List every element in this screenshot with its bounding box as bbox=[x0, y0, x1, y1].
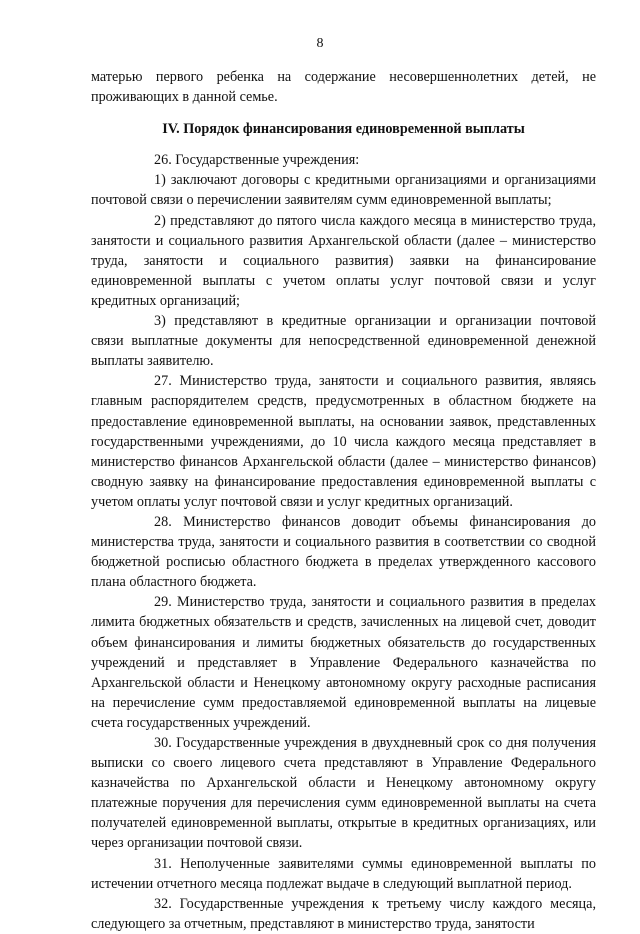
paragraph-28: 28. Министерство финансов доводит объемы финансирования до министерства труда, занятости и социального развития в соответствии со сводной бюджетной росписью областного бюджета в пределах утвержденного кассового плана областного бюджета. bbox=[91, 513, 596, 591]
paragraph-26: 26. Государственные учреждения: bbox=[154, 152, 360, 169]
paragraph-32: 32. Государственные учреждения к третьему числу каждого месяца, следующего за отчетным, представляют в министерство труда, занятости bbox=[91, 895, 596, 932]
page-number: 8 bbox=[316, 36, 324, 51]
paragraph-26-item-3: 3) представляют в кредитные организации и организации почтовой связи выплатные документы для непосредственной единовременной денежной выплаты заявителю. bbox=[91, 313, 596, 370]
paragraph-26-item-1: 1) заключают договоры с кредитными организациями и организациями почтовой связи о перечислении заявителям сумм единовременной выплаты; bbox=[91, 172, 596, 209]
paragraph-30: 30. Государственные учреждения в двухдневный срок со дня получения выписки со своего лицевого счета представляют в Управление Федерального казначейства по Архангельской области и Ненецкому автономному округу платежные поручения для перечисления сумм единовременной выплаты на счета получателей единовременной выплаты, открытые в кредитных организациях, или через организации почтовой связи. bbox=[91, 735, 596, 852]
paragraph-29: 29. Министерство труда, занятости и социального развития в пределах лимита бюджетных обязательств и средств, зачисленных на лицевой счет, доводит объем финансирования и лимиты бюджетных обязательств до государственных учреждений и представляет в Управление Федерального казначейства по Архангельской области и Ненецкому автономному округу расходные расписания на перечисление сумм предоставляемой единовременной выплаты на лицевые счета государственных учреждений. bbox=[91, 594, 596, 731]
paragraph-27: 27. Министерство труда, занятости и социального развития, являясь главным распорядителем средств, предусмотренных в областном бюджете на предоставление единовременной выплаты, на основании заявок, представленных государственными учреждениями, до 10 числа каждого месяца представляет в министерство финансов Архангельской области (далее – министерство финансов) сводную заявку на финансирование предоставления единовременной выплаты с учетом оплаты услуг почтовой связи и услуг кредитных организаций. bbox=[91, 373, 596, 510]
section-heading: IV. Порядок финансирования единовременной выплаты bbox=[162, 121, 525, 138]
document-body bbox=[91, 67, 596, 934]
paragraph-26-item-2: 2) представляют до пятого числа каждого месяца в министерство труда, занятости и социального развития Архангельской области (далее – министерство труда, занятости и социального развития) заявки на финансирование единовременной выплаты с учетом оплаты услуг почтовой связи и услуг кредитных организаций; bbox=[91, 212, 596, 309]
intro-paragraph: матерью первого ребенка на содержание несовершеннолетних детей, не проживающих в данной семье. bbox=[91, 69, 596, 106]
paragraph-31: 31. Неполученные заявителями суммы единовременной выплаты по истечении отчетного месяца подлежат выдаче в следующий выплатной период. bbox=[91, 855, 596, 892]
